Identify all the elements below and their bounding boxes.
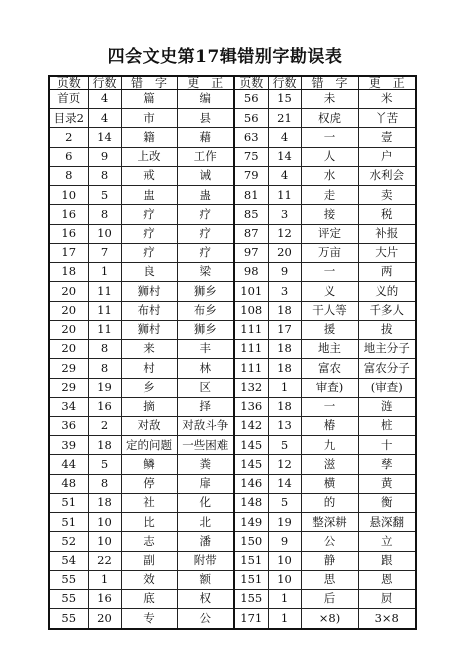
- table-row: [49, 128, 416, 147]
- header-line: 行数: [268, 76, 301, 90]
- correction-cell: 立: [358, 532, 416, 551]
- line-cell: 10: [268, 570, 301, 589]
- wrong-char-cell: 疗: [121, 224, 177, 243]
- correction-cell: 藉: [177, 128, 234, 147]
- page-cell: 56: [234, 90, 268, 109]
- wrong-char-cell: 富农: [301, 359, 358, 378]
- wrong-char-cell: 水: [301, 166, 358, 185]
- line-cell: 18: [268, 397, 301, 416]
- line-cell: 4: [88, 109, 121, 128]
- line-cell: 19: [88, 378, 121, 397]
- header-page: 页数: [234, 76, 268, 90]
- line-cell: 13: [268, 416, 301, 435]
- wrong-char-cell: 后: [301, 590, 358, 609]
- wrong-char-cell: 接: [301, 205, 358, 224]
- wrong-char-cell: 走: [301, 186, 358, 205]
- table-row: [49, 359, 416, 378]
- table-row: [49, 378, 416, 397]
- table-row: [49, 609, 416, 629]
- table-row: [49, 243, 416, 262]
- page-cell: 97: [234, 243, 268, 262]
- page-cell: 171: [234, 609, 268, 629]
- correction-cell: 富农分子: [358, 359, 416, 378]
- line-cell: 18: [88, 436, 121, 455]
- correction-cell: 林: [177, 359, 234, 378]
- line-cell: 18: [88, 493, 121, 512]
- wrong-char-cell: ×8): [301, 609, 358, 629]
- page-cell: 145: [234, 436, 268, 455]
- line-cell: 11: [268, 186, 301, 205]
- table-row: [49, 166, 416, 185]
- correction-cell: 疗: [177, 243, 234, 262]
- page-cell: 51: [49, 493, 88, 512]
- page-cell: 151: [234, 570, 268, 589]
- page-cell: 目录2: [49, 109, 88, 128]
- wrong-char-cell: 干人等: [301, 301, 358, 320]
- line-cell: 9: [268, 263, 301, 282]
- page-cell: 29: [49, 378, 88, 397]
- page-cell: 39: [49, 436, 88, 455]
- page-cell: 151: [234, 551, 268, 570]
- correction-cell: 桩: [358, 416, 416, 435]
- table-row: [49, 147, 416, 166]
- line-cell: 1: [88, 263, 121, 282]
- wrong-char-cell: 滋: [301, 455, 358, 474]
- page-cell: 101: [234, 282, 268, 301]
- line-cell: 9: [88, 147, 121, 166]
- line-cell: 4: [88, 90, 121, 109]
- wrong-char-cell: 效: [121, 570, 177, 589]
- table-row: [49, 532, 416, 551]
- correction-cell: 权: [177, 590, 234, 609]
- page-cell: 155: [234, 590, 268, 609]
- wrong-char-cell: 副: [121, 551, 177, 570]
- table-row: [49, 320, 416, 339]
- line-cell: 1: [268, 378, 301, 397]
- correction-cell: 公: [177, 609, 234, 629]
- wrong-char-cell: 疗: [121, 205, 177, 224]
- wrong-char-cell: 志: [121, 532, 177, 551]
- line-cell: 19: [268, 513, 301, 532]
- wrong-char-cell: 篇: [121, 90, 177, 109]
- table-header-row: [49, 76, 416, 90]
- wrong-char-cell: 乡: [121, 378, 177, 397]
- wrong-char-cell: 戒: [121, 166, 177, 185]
- correction-cell: 3×8: [358, 609, 416, 629]
- wrong-char-cell: 底: [121, 590, 177, 609]
- line-cell: 8: [88, 166, 121, 185]
- correction-cell: 恩: [358, 570, 416, 589]
- table-row: [49, 205, 416, 224]
- correction-cell: 卖: [358, 186, 416, 205]
- line-cell: 5: [268, 436, 301, 455]
- wrong-char-cell: 布村: [121, 301, 177, 320]
- page-cell: 87: [234, 224, 268, 243]
- line-cell: 3: [268, 205, 301, 224]
- correction-cell: 丰: [177, 340, 234, 359]
- table-row: [49, 416, 416, 435]
- correction-cell: 潘: [177, 532, 234, 551]
- page-cell: 136: [234, 397, 268, 416]
- page-cell: 20: [49, 320, 88, 339]
- wrong-char-cell: 万亩: [301, 243, 358, 262]
- wrong-char-cell: 良: [121, 263, 177, 282]
- page-cell: 142: [234, 416, 268, 435]
- wrong-char-cell: 横: [301, 474, 358, 493]
- line-cell: 18: [268, 359, 301, 378]
- page-cell: 54: [49, 551, 88, 570]
- line-cell: 18: [268, 340, 301, 359]
- line-cell: 10: [268, 551, 301, 570]
- table-row: [49, 109, 416, 128]
- wrong-char-cell: 椿: [301, 416, 358, 435]
- line-cell: 1: [268, 609, 301, 629]
- table-row: [49, 186, 416, 205]
- wrong-char-cell: 审查): [301, 378, 358, 397]
- correction-cell: 对敌斗争: [177, 416, 234, 435]
- table-row: [49, 301, 416, 320]
- correction-cell: (审查): [358, 378, 416, 397]
- errata-table: [48, 75, 417, 630]
- correction-cell: 拔: [358, 320, 416, 339]
- correction-cell: 诫: [177, 166, 234, 185]
- correction-cell: 义的: [358, 282, 416, 301]
- wrong-char-cell: 公: [301, 532, 358, 551]
- correction-cell: 额: [177, 570, 234, 589]
- page-cell: 149: [234, 513, 268, 532]
- table-row: [49, 340, 416, 359]
- page-cell: 111: [234, 340, 268, 359]
- correction-cell: 悬深翻: [358, 513, 416, 532]
- line-cell: 9: [268, 532, 301, 551]
- page-cell: 6: [49, 147, 88, 166]
- page-cell: 48: [49, 474, 88, 493]
- wrong-char-cell: 思: [301, 570, 358, 589]
- line-cell: 8: [88, 340, 121, 359]
- correction-cell: 千多人: [358, 301, 416, 320]
- wrong-char-cell: 村: [121, 359, 177, 378]
- page-cell: 8: [49, 166, 88, 185]
- line-cell: 4: [268, 128, 301, 147]
- page-cell: 55: [49, 609, 88, 629]
- wrong-char-cell: 人: [301, 147, 358, 166]
- correction-cell: 梁: [177, 263, 234, 282]
- line-cell: 12: [268, 455, 301, 474]
- wrong-char-cell: 定的问题: [121, 436, 177, 455]
- correction-cell: 两: [358, 263, 416, 282]
- header-wrong: 错 字: [121, 76, 177, 90]
- correction-cell: 补报: [358, 224, 416, 243]
- correction-cell: 狮乡: [177, 320, 234, 339]
- correction-cell: 跟: [358, 551, 416, 570]
- page-cell: 51: [49, 513, 88, 532]
- correction-cell: 衡: [358, 493, 416, 512]
- page-cell: 首页: [49, 90, 88, 109]
- table-row: [49, 474, 416, 493]
- line-cell: 14: [268, 474, 301, 493]
- table-row: [49, 513, 416, 532]
- line-cell: 4: [268, 166, 301, 185]
- line-cell: 15: [268, 90, 301, 109]
- correction-cell: 扉: [177, 474, 234, 493]
- line-cell: 8: [88, 359, 121, 378]
- wrong-char-cell: 整深耕: [301, 513, 358, 532]
- wrong-char-cell: 籍: [121, 128, 177, 147]
- correction-cell: 工作: [177, 147, 234, 166]
- line-cell: 17: [268, 320, 301, 339]
- line-cell: 8: [88, 474, 121, 493]
- page-cell: 2: [49, 128, 88, 147]
- wrong-char-cell: 盅: [121, 186, 177, 205]
- wrong-char-cell: 静: [301, 551, 358, 570]
- header-correct: 更 正: [358, 76, 416, 90]
- correction-cell: 地主分子: [358, 340, 416, 359]
- table-row: [49, 90, 416, 109]
- line-cell: 1: [268, 590, 301, 609]
- wrong-char-cell: 一: [301, 397, 358, 416]
- wrong-char-cell: 专: [121, 609, 177, 629]
- wrong-char-cell: 地主: [301, 340, 358, 359]
- correction-cell: 黄: [358, 474, 416, 493]
- correction-cell: 粪: [177, 455, 234, 474]
- wrong-char-cell: 社: [121, 493, 177, 512]
- table-row: [49, 224, 416, 243]
- correction-cell: 水利会: [358, 166, 416, 185]
- wrong-char-cell: 未: [301, 90, 358, 109]
- wrong-char-cell: 评定: [301, 224, 358, 243]
- page-cell: 145: [234, 455, 268, 474]
- line-cell: 5: [88, 186, 121, 205]
- correction-cell: 涟: [358, 397, 416, 416]
- page-cell: 34: [49, 397, 88, 416]
- correction-cell: 择: [177, 397, 234, 416]
- wrong-char-cell: 上改: [121, 147, 177, 166]
- page-cell: 56: [234, 109, 268, 128]
- page-cell: 20: [49, 301, 88, 320]
- table-row: [49, 282, 416, 301]
- page-cell: 55: [49, 570, 88, 589]
- table-row: [49, 436, 416, 455]
- line-cell: 3: [268, 282, 301, 301]
- line-cell: 21: [268, 109, 301, 128]
- wrong-char-cell: 的: [301, 493, 358, 512]
- correction-cell: 丫苦: [358, 109, 416, 128]
- line-cell: 5: [268, 493, 301, 512]
- header-wrong: 错 字: [301, 76, 358, 90]
- correction-cell: 蛊: [177, 186, 234, 205]
- table-row: [49, 590, 416, 609]
- line-cell: 22: [88, 551, 121, 570]
- page-title: 四会文史第17辑错别字勘误表: [107, 47, 343, 67]
- correction-cell: 附带: [177, 551, 234, 570]
- line-cell: 5: [88, 455, 121, 474]
- page-cell: 148: [234, 493, 268, 512]
- page-cell: 55: [49, 590, 88, 609]
- page-cell: 108: [234, 301, 268, 320]
- line-cell: 18: [268, 301, 301, 320]
- line-cell: 11: [88, 282, 121, 301]
- wrong-char-cell: 权虎: [301, 109, 358, 128]
- table-row: [49, 570, 416, 589]
- page-cell: 111: [234, 320, 268, 339]
- correction-cell: 屃: [358, 590, 416, 609]
- wrong-char-cell: 对敌: [121, 416, 177, 435]
- line-cell: 11: [88, 301, 121, 320]
- correction-cell: 编: [177, 90, 234, 109]
- line-cell: 12: [268, 224, 301, 243]
- page-cell: 63: [234, 128, 268, 147]
- page-cell: 10: [49, 186, 88, 205]
- page-cell: 29: [49, 359, 88, 378]
- table-row: [49, 263, 416, 282]
- line-cell: 10: [88, 224, 121, 243]
- page-cell: 36: [49, 416, 88, 435]
- correction-cell: 壹: [358, 128, 416, 147]
- wrong-char-cell: 摘: [121, 397, 177, 416]
- correction-cell: 孳: [358, 455, 416, 474]
- page-cell: 44: [49, 455, 88, 474]
- wrong-char-cell: 市: [121, 109, 177, 128]
- table-row: [49, 551, 416, 570]
- page-cell: 18: [49, 263, 88, 282]
- wrong-char-cell: 援: [301, 320, 358, 339]
- correction-cell: 大片: [358, 243, 416, 262]
- page-cell: 150: [234, 532, 268, 551]
- line-cell: 20: [88, 609, 121, 629]
- wrong-char-cell: 停: [121, 474, 177, 493]
- header-line: 行数: [88, 76, 121, 90]
- correction-cell: 北: [177, 513, 234, 532]
- page-cell: 132: [234, 378, 268, 397]
- wrong-char-cell: 疗: [121, 243, 177, 262]
- correction-cell: 化: [177, 493, 234, 512]
- line-cell: 10: [88, 513, 121, 532]
- line-cell: 16: [88, 397, 121, 416]
- header-correct: 更 正: [177, 76, 234, 90]
- page-cell: 79: [234, 166, 268, 185]
- wrong-char-cell: 九: [301, 436, 358, 455]
- page-cell: 52: [49, 532, 88, 551]
- table-row: [49, 493, 416, 512]
- page-cell: 111: [234, 359, 268, 378]
- correction-cell: 米: [358, 90, 416, 109]
- page-cell: 16: [49, 224, 88, 243]
- header-page: 页数: [49, 76, 88, 90]
- page-cell: 17: [49, 243, 88, 262]
- correction-cell: 税: [358, 205, 416, 224]
- page-cell: 85: [234, 205, 268, 224]
- line-cell: 16: [88, 590, 121, 609]
- wrong-char-cell: 比: [121, 513, 177, 532]
- correction-cell: 狮乡: [177, 282, 234, 301]
- wrong-char-cell: 义: [301, 282, 358, 301]
- page-cell: 98: [234, 263, 268, 282]
- line-cell: 2: [88, 416, 121, 435]
- wrong-char-cell: 一: [301, 263, 358, 282]
- wrong-char-cell: 狮村: [121, 320, 177, 339]
- correction-cell: 疗: [177, 205, 234, 224]
- wrong-char-cell: 一: [301, 128, 358, 147]
- correction-cell: 十: [358, 436, 416, 455]
- line-cell: 1: [88, 570, 121, 589]
- correction-cell: 疗: [177, 224, 234, 243]
- line-cell: 14: [88, 128, 121, 147]
- wrong-char-cell: 狮村: [121, 282, 177, 301]
- correction-cell: 布乡: [177, 301, 234, 320]
- page-cell: 20: [49, 282, 88, 301]
- page-cell: 16: [49, 205, 88, 224]
- correction-cell: 区: [177, 378, 234, 397]
- page-cell: 146: [234, 474, 268, 493]
- correction-cell: 县: [177, 109, 234, 128]
- table-row: [49, 455, 416, 474]
- page-cell: 81: [234, 186, 268, 205]
- line-cell: 14: [268, 147, 301, 166]
- line-cell: 20: [268, 243, 301, 262]
- line-cell: 10: [88, 532, 121, 551]
- page-cell: 20: [49, 340, 88, 359]
- wrong-char-cell: 鳞: [121, 455, 177, 474]
- correction-cell: 一些困难: [177, 436, 234, 455]
- line-cell: 11: [88, 320, 121, 339]
- line-cell: 7: [88, 243, 121, 262]
- table-row: [49, 397, 416, 416]
- correction-cell: 户: [358, 147, 416, 166]
- wrong-char-cell: 来: [121, 340, 177, 359]
- page-cell: 75: [234, 147, 268, 166]
- line-cell: 8: [88, 205, 121, 224]
